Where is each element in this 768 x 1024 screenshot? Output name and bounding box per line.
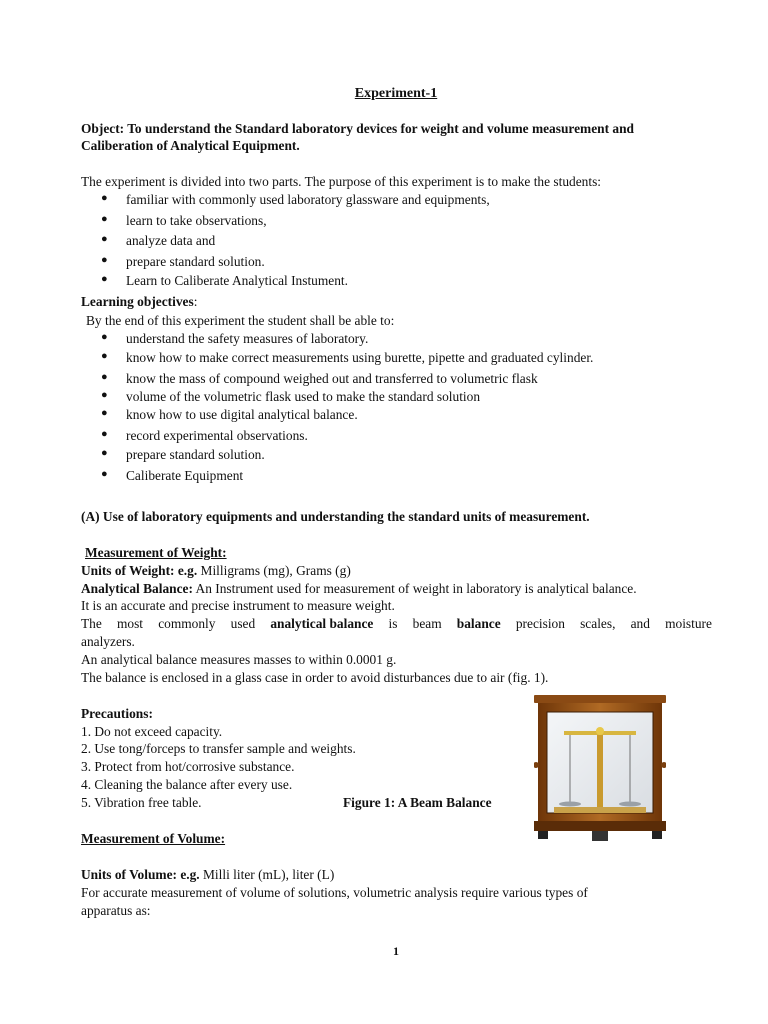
left-pan	[559, 802, 581, 807]
precaution-item: 5. Vibration free table.	[81, 795, 202, 810]
precaution-item: 3. Protect from hot/corrosive substance.	[81, 759, 295, 774]
object-line-1: Object: To understand the Standard laboratory devices for weight and volume measurement and	[81, 121, 634, 136]
weight-common-line-end: analyzers.	[81, 634, 135, 649]
weight-heading: Measurement of Weight:	[85, 545, 227, 560]
learning-objectives-heading: Learning objectives:	[81, 294, 198, 309]
analytical-balance-line: Analytical Balance: An Instrument used for measurement of weight in laboratory is analytical balance.	[81, 581, 637, 596]
weight-units: Units of Weight: e.g. Milligrams (mg), Grams (g)	[81, 563, 351, 578]
page-title: Experiment-1	[354, 86, 438, 101]
precaution-item: 1. Do not exceed capacity.	[81, 724, 223, 739]
case-bottom	[534, 821, 666, 831]
bullet-icon: ●	[101, 350, 108, 362]
bullet-icon: ●	[101, 254, 108, 266]
bullet-icon: ●	[101, 233, 108, 245]
bullet-icon: ●	[101, 468, 108, 480]
pivot	[596, 727, 604, 735]
page-number: 1	[393, 944, 399, 958]
weight-line-4: An analytical balance measures masses to within 0.0001 g.	[81, 652, 397, 667]
bullet-icon: ●	[101, 371, 108, 383]
bullet-icon: ●	[101, 389, 108, 401]
volume-line-2: For accurate measurement of volume of solutions, volumetric analysis require various types of	[81, 885, 588, 900]
bullet-icon: ●	[101, 447, 108, 459]
volume-line-3: apparatus as:	[81, 903, 151, 918]
section-a-heading: (A) Use of laboratory equipments and understanding the standard units of measurement.	[81, 509, 590, 524]
case-top	[534, 695, 666, 703]
figure-caption: Figure 1: A Beam Balance	[343, 795, 492, 810]
beam-balance-image	[534, 695, 666, 843]
volume-heading: Measurement of Volume:	[81, 831, 226, 846]
bullet-icon: ●	[101, 192, 108, 204]
bullet-icon: ●	[101, 273, 108, 285]
bullet-icon: ●	[101, 407, 108, 419]
weight-line-5: The balance is enclosed in a glass case in order to avoid disturbances due to air (fig. 1).	[81, 670, 549, 685]
bullet-icon: ●	[101, 331, 108, 343]
right-pan	[619, 802, 641, 807]
precaution-item: 4. Cleaning the balance after every use.	[81, 777, 293, 792]
precautions-heading: Precautions:	[81, 706, 153, 721]
bullet-icon: ●	[101, 213, 108, 225]
weight-line-2: It is an accurate and precise instrument to measure weight.	[81, 598, 395, 613]
object-line-2: Caliberation of Analytical Equipment.	[81, 138, 300, 153]
balance-pillar	[597, 735, 603, 813]
volume-units: Units of Volume: e.g. Milli liter (mL), liter (L)	[81, 867, 335, 882]
intro-text: The experiment is divided into two parts. The purpose of this experiment is to make the students:	[81, 174, 602, 189]
weight-common-line: The most commonly used analytical balance is beam balance precision scales, and moisture	[81, 616, 712, 631]
precaution-item: 2. Use tong/forceps to transfer sample and weights.	[81, 741, 356, 756]
bullet-icon: ●	[101, 428, 108, 440]
balance-base	[554, 807, 646, 813]
learning-intro: By the end of this experiment the student shall be able to:	[86, 313, 395, 328]
